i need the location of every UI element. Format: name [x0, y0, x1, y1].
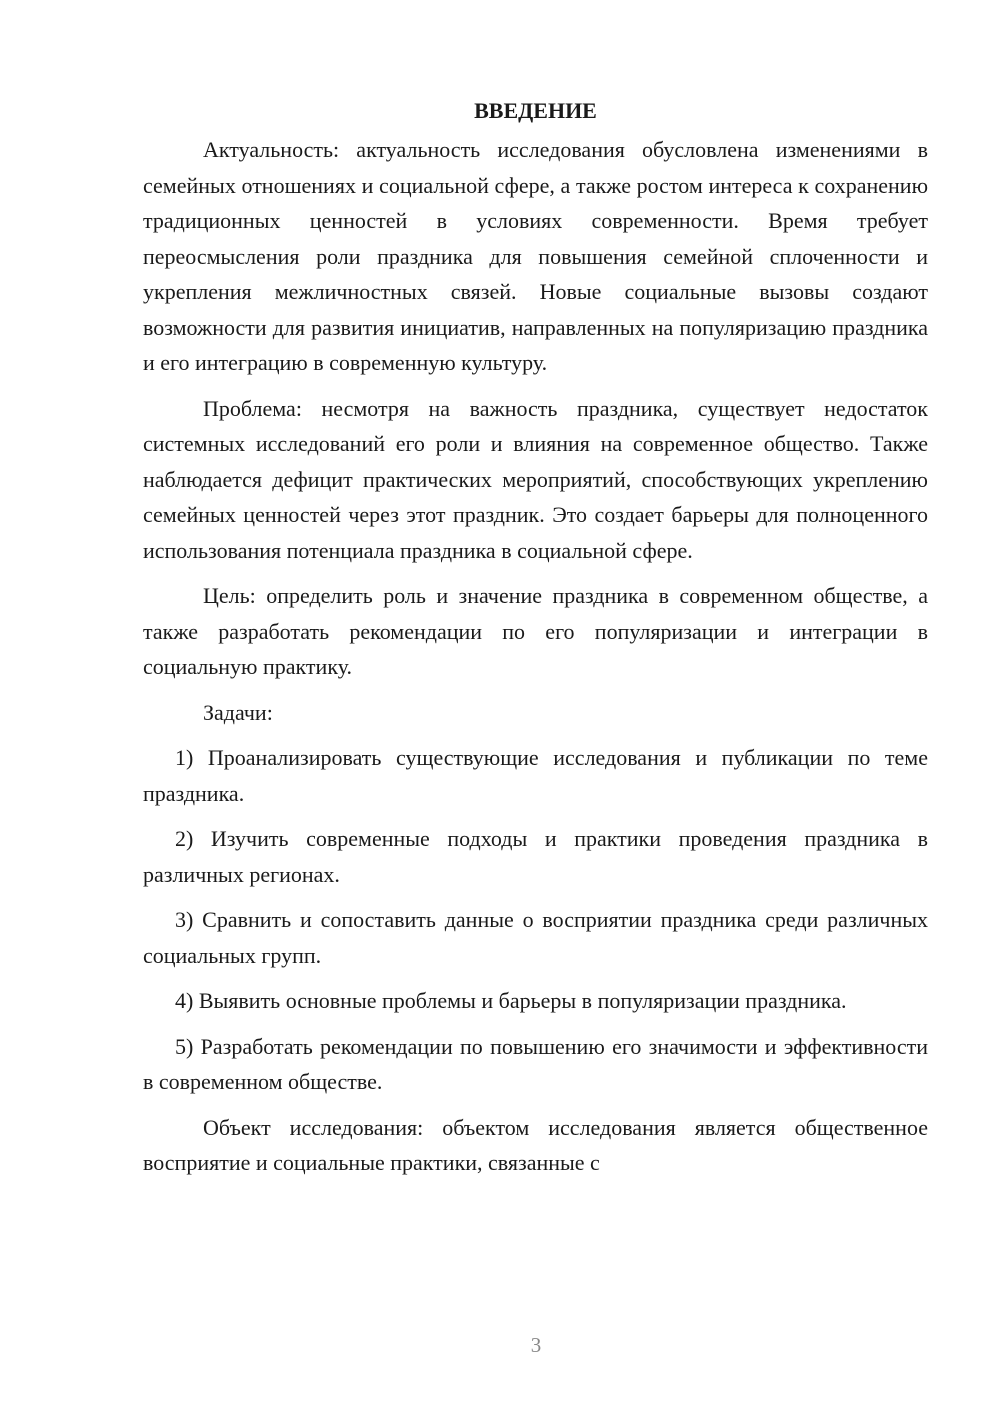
tasks-list [143, 740, 928, 1100]
paragraph-object: Объект исследования: объектом исследования является общественное восприятие и социальные практики, связанные с [143, 1114, 928, 1175]
task-item-3: 3) Сравнить и сопоставить данные о восприятии праздника среди различных социальных групп. [143, 907, 928, 968]
paragraph-relevance: Актуальность: актуальность исследования обусловлена изменениями в семейных отношениях и социальной сфере, а также ростом интереса к сохранению традиционных ценностей в условиях современности. Время требует переосмысления роли праздника для повышения семейной сплоченности и укрепления межличностных связей. Новые социальные вызовы создают возможности для развития инициатив, направленных на популяризацию праздника и его интеграцию в современную культуру. [143, 137, 928, 375]
task-item-5: 5) Разработать рекомендации по повышению его значимости и эффективности в современном обществе. [143, 1033, 928, 1094]
page-heading: ВВЕДЕНИЕ [474, 98, 597, 123]
task-item-1: 1) Проанализировать существующие исследования и публикации по теме праздника. [143, 745, 928, 806]
paragraph-goal: Цель: определить роль и значение праздника в современном обществе, а также разработать рекомендации по его популяризации и интеграции в социальную практику. [143, 583, 928, 679]
page-body [143, 93, 928, 1191]
paragraph-problem: Проблема: несмотря на важность праздника, существует недостаток системных исследований его роли и влияния на современное общество. Также наблюдается дефицит практических мероприятий, способствующих укреплению семейных ценностей через этот праздник. Это создает барьеры для полноценного использования потенциала праздника в социальной сфере. [143, 395, 928, 563]
page-number: 3 [530, 1333, 542, 1357]
task-item-4: 4) Выявить основные проблемы и барьеры в популяризации праздника. [175, 988, 847, 1013]
tasks-label: Задачи: [203, 699, 273, 725]
task-item-2: 2) Изучить современные подходы и практики проведения праздника в различных регионах. [143, 826, 928, 887]
